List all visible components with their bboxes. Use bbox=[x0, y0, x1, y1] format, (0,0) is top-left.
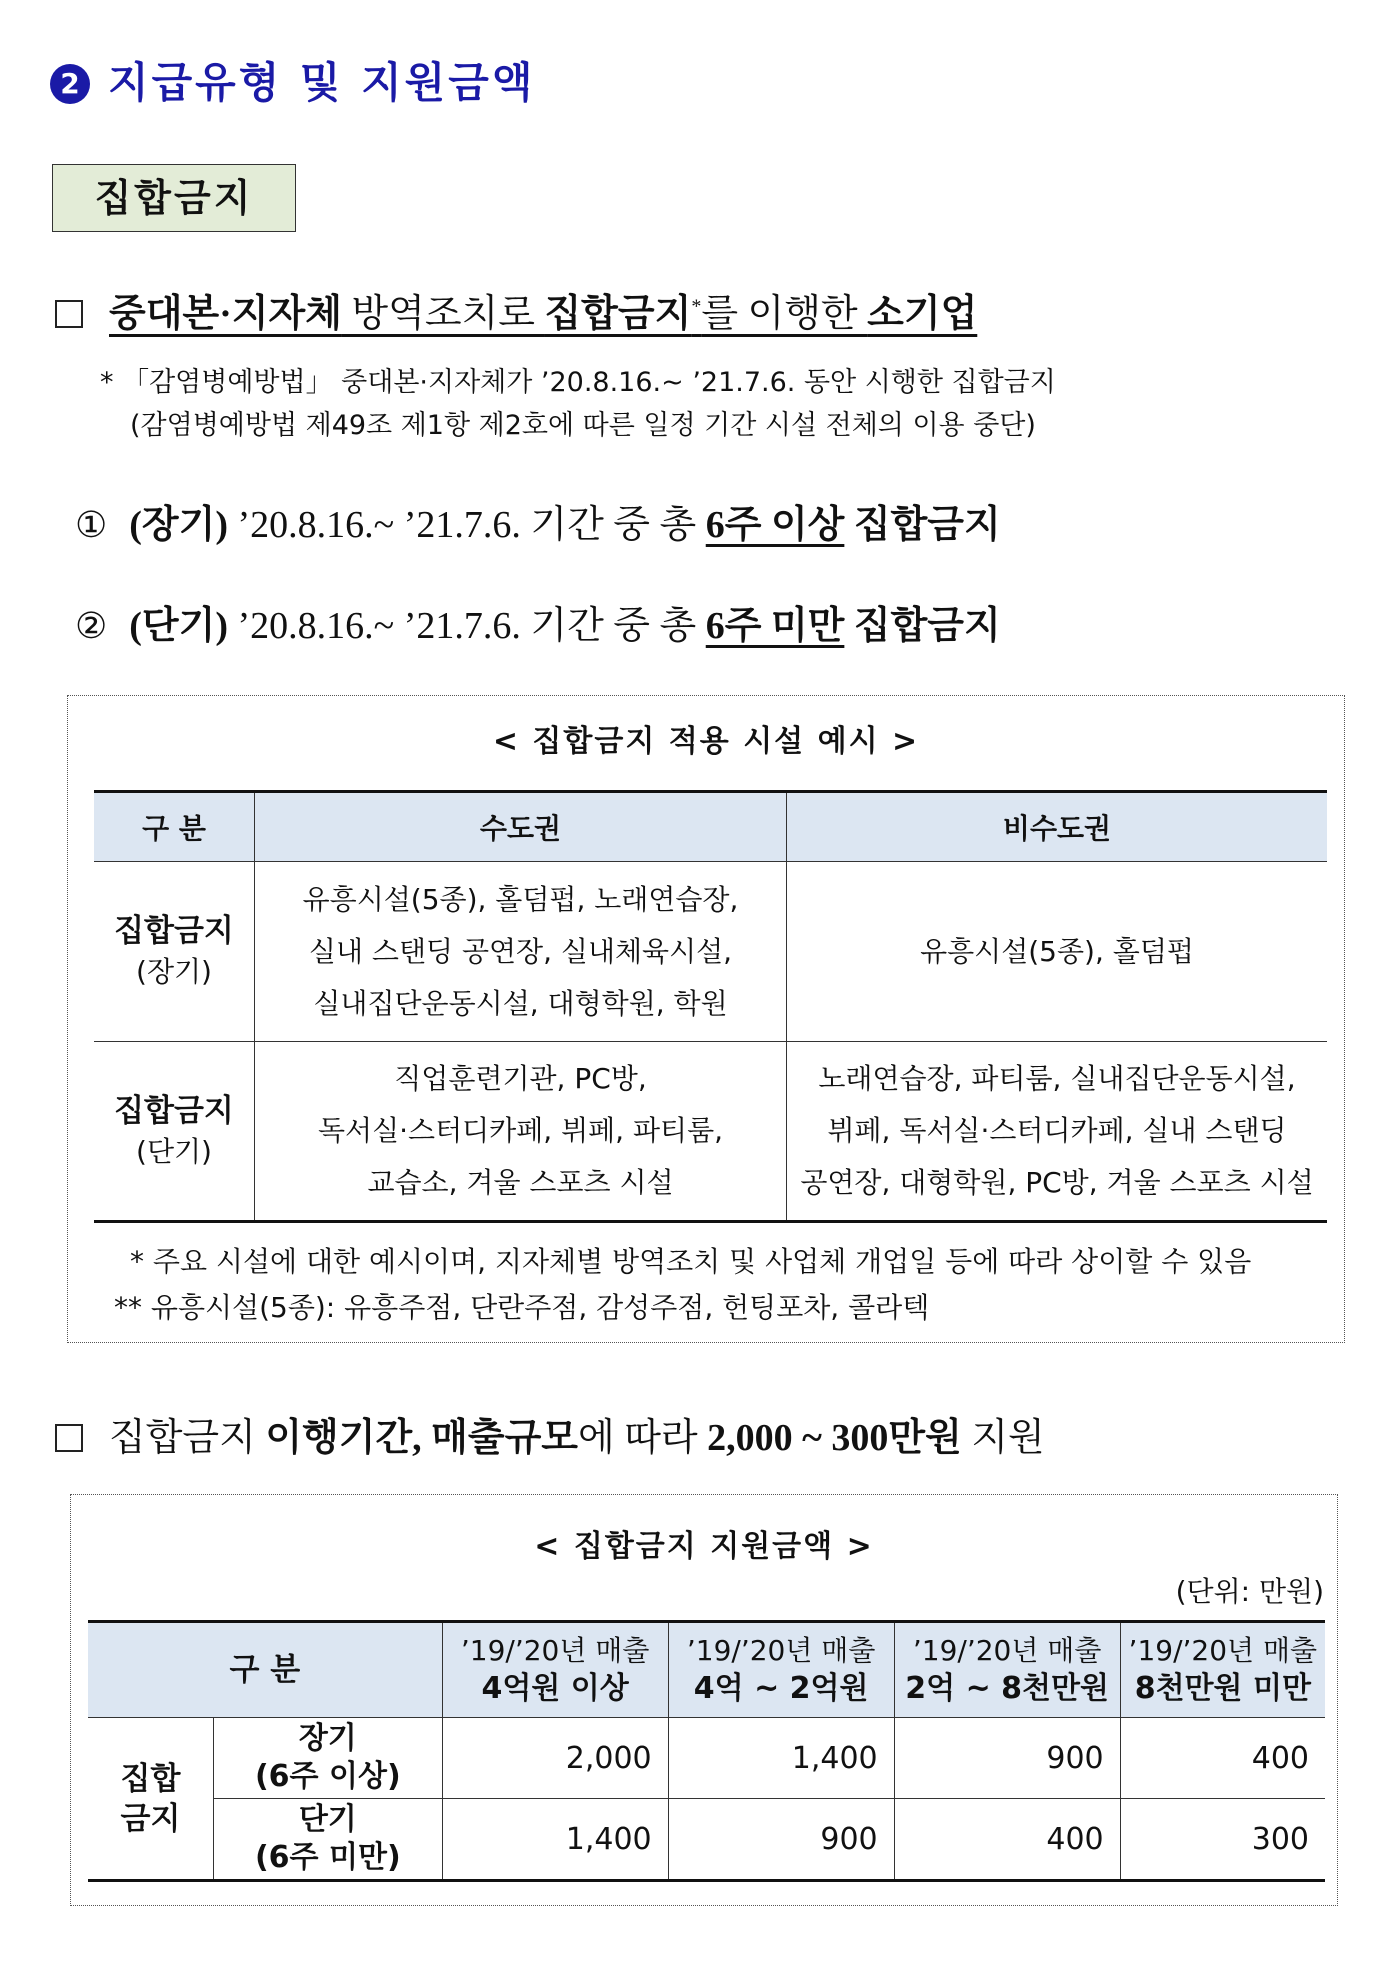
para1-part4: 를 이행한 bbox=[701, 293, 868, 335]
item1-tag: (장기) bbox=[129, 504, 229, 546]
table-header-row bbox=[94, 792, 1327, 862]
item1-period: ’20.8.16.~ ’21.7.6. bbox=[237, 504, 521, 546]
para1-part5: 소기업 bbox=[867, 293, 978, 335]
table1-caption: < 집합금지 적용 시설 예시 > bbox=[492, 724, 920, 759]
paragraph-support-amount bbox=[55, 1406, 1045, 1461]
item1-marker: ① bbox=[75, 505, 108, 545]
col-bottom: 8천만원 미만 bbox=[1134, 1671, 1311, 1706]
group-line: 집합 bbox=[120, 1760, 181, 1797]
facilities-table bbox=[94, 790, 1327, 1223]
para2-part2: 이행기간, 매출규모 bbox=[265, 1417, 579, 1459]
table2-unit: (단위: 만원) bbox=[1175, 1575, 1324, 1608]
cell-noncapital bbox=[787, 862, 1328, 1042]
row-sub: (단기) bbox=[136, 1134, 212, 1168]
col-top: ’19/’20년 매출 bbox=[1128, 1634, 1318, 1667]
cell-line: 유흥시설(5종), 홀덤펍 bbox=[920, 934, 1194, 968]
item2-marker: ② bbox=[75, 606, 108, 646]
cell-line: 독서실·스터디카페, 뷔페, 파티룸, bbox=[317, 1114, 724, 1147]
para2-part5: 지원 bbox=[961, 1417, 1045, 1459]
value-cell: 2,000 bbox=[442, 1718, 668, 1799]
cell-line: 직업훈련기관, PC방, bbox=[394, 1062, 647, 1095]
col-header-revenue bbox=[668, 1622, 894, 1718]
para2-part3: 에 따라 bbox=[578, 1417, 708, 1459]
row-header bbox=[94, 1042, 255, 1222]
col-top: ’19/’20년 매출 bbox=[686, 1634, 876, 1667]
cell-line: 실내집단운동시설, 대형학원, 학원 bbox=[313, 986, 728, 1020]
table-row bbox=[88, 1718, 1325, 1799]
row-label bbox=[214, 1799, 443, 1881]
category-label-box: 집합금지 bbox=[52, 164, 296, 232]
paragraph-target bbox=[55, 282, 977, 337]
cell-line: 노래연습장, 파티룸, 실내집단운동시설, bbox=[818, 1062, 1296, 1095]
section-title-text: 지급유형 및 지원금액 bbox=[108, 58, 536, 107]
cell-noncapital bbox=[787, 1042, 1328, 1222]
item-long-term bbox=[75, 493, 1001, 548]
row-label-sub: (6주 미만) bbox=[254, 1840, 401, 1875]
col-bottom: 4억 ~ 2억원 bbox=[693, 1671, 869, 1706]
note-line-2: (감염병예방법 제49조 제1항 제2호에 따른 일정 기간 시설 전체의 이용 중단) bbox=[130, 410, 1036, 441]
value-cell: 900 bbox=[668, 1799, 894, 1881]
value-cell: 400 bbox=[1120, 1718, 1325, 1799]
item-short-term bbox=[75, 594, 1001, 649]
table2-caption: < 집합금지 지원금액 > bbox=[534, 1529, 874, 1564]
row-label-sub: (6주 이상) bbox=[254, 1759, 401, 1794]
cell-line: 실내 스탠딩 공연장, 실내체육시설, bbox=[308, 934, 733, 968]
row-label: 집합금지 bbox=[114, 1092, 234, 1129]
col-header-category: 구 분 bbox=[88, 1622, 442, 1718]
row-label-main: 단기 bbox=[298, 1802, 357, 1837]
group-line: 금지 bbox=[120, 1800, 181, 1837]
group-label bbox=[88, 1718, 214, 1881]
table-header-row bbox=[88, 1622, 1325, 1718]
item2-end: 집합금지 bbox=[853, 605, 1001, 647]
col-top: ’19/’20년 매출 bbox=[460, 1634, 650, 1667]
para1-part2: 방역조치로 bbox=[341, 293, 545, 335]
item2-tag: (단기) bbox=[129, 605, 229, 647]
table-row bbox=[94, 862, 1327, 1042]
cell-line: 교습소, 겨울 스포츠 시설 bbox=[367, 1166, 674, 1199]
cell-line: 유흥시설(5종), 홀덤펍, 노래연습장, bbox=[302, 882, 739, 916]
checkbox-icon bbox=[55, 1424, 83, 1452]
row-label: 집합금지 bbox=[114, 913, 234, 949]
table-row bbox=[88, 1799, 1325, 1881]
cell-line: 뷔페, 독서실·스터디카페, 실내 스탠딩 bbox=[827, 1114, 1287, 1147]
col-header-revenue bbox=[894, 1622, 1120, 1718]
table-row bbox=[94, 1042, 1327, 1222]
item1-end: 집합금지 bbox=[853, 504, 1001, 546]
cell-line: 공연장, 대형학원, PC방, 겨울 스포츠 시설 bbox=[800, 1166, 1314, 1199]
value-cell: 1,400 bbox=[668, 1718, 894, 1799]
item2-mid: 기간 중 총 bbox=[530, 605, 697, 647]
col-header-revenue bbox=[442, 1622, 668, 1718]
col-bottom: 2억 ~ 8천만원 bbox=[905, 1671, 1109, 1706]
col-top: ’19/’20년 매출 bbox=[912, 1634, 1102, 1667]
item2-period: ’20.8.16.~ ’21.7.6. bbox=[237, 605, 521, 647]
para1-part3: 집합금지 bbox=[544, 293, 692, 335]
item1-cond: 6주 이상 bbox=[705, 504, 845, 546]
cell-capital bbox=[255, 1042, 787, 1222]
col-header-category: 구 분 bbox=[94, 792, 255, 862]
para2-part1: 집합금지 bbox=[109, 1417, 266, 1459]
para1-sup: * bbox=[691, 295, 702, 318]
support-amount-table bbox=[88, 1620, 1325, 1882]
section-title bbox=[50, 50, 535, 110]
value-cell: 400 bbox=[894, 1799, 1120, 1881]
value-cell: 1,400 bbox=[442, 1799, 668, 1881]
table1-footnote-2: ** 유흥시설(5종): 유흥주점, 단란주점, 감성주점, 헌팅포차, 콜라텍 bbox=[114, 1291, 930, 1324]
col-header-noncapital: 비수도권 bbox=[787, 792, 1328, 862]
row-label bbox=[214, 1718, 443, 1799]
checkbox-icon bbox=[55, 300, 83, 328]
row-header bbox=[94, 862, 255, 1042]
col-bottom: 4억원 이상 bbox=[481, 1671, 629, 1706]
cell-capital bbox=[255, 862, 787, 1042]
table1-footnote-1: * 주요 시설에 대한 예시이며, 지자체별 방역조치 및 사업체 개업일 등에 따라 상이할 수 있음 bbox=[130, 1245, 1252, 1278]
note-line-1: * 「감염병예방법」 중대본·지자체가 ’20.8.16.~ ’21.7.6. 동안 시행한 집합금지 bbox=[100, 367, 1056, 398]
para1-text bbox=[109, 293, 977, 335]
para2-part4: 2,000 ~ 300만원 bbox=[707, 1417, 962, 1459]
item1-mid: 기간 중 총 bbox=[530, 504, 697, 546]
value-cell: 900 bbox=[894, 1718, 1120, 1799]
item2-cond: 6주 미만 bbox=[705, 605, 845, 647]
para1-part1: 중대본·지자체 bbox=[109, 293, 342, 335]
row-sub: (장기) bbox=[136, 955, 212, 988]
col-header-revenue bbox=[1120, 1622, 1325, 1718]
value-cell: 300 bbox=[1120, 1799, 1325, 1881]
col-header-capital: 수도권 bbox=[255, 792, 787, 862]
section-number-badge: 2 bbox=[50, 64, 90, 104]
row-label-main: 장기 bbox=[298, 1721, 357, 1756]
